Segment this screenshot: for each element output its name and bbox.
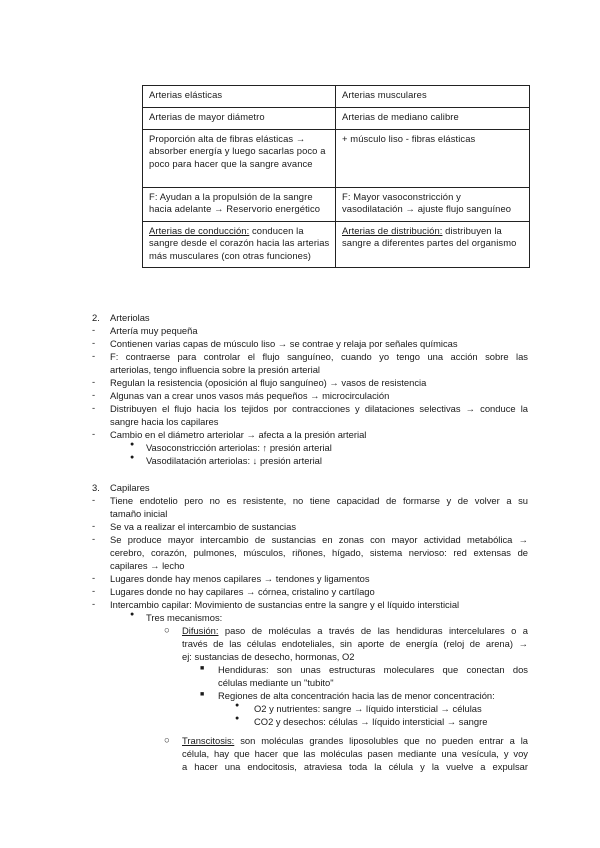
- table-cell: [143, 222, 336, 268]
- list-item-continuation: través de las células endoteliales, sin aporte de energía (reloj de arena) →: [182, 638, 528, 649]
- section-title: Capilares: [110, 482, 150, 493]
- square-bullet: ■: [200, 665, 205, 672]
- dash-bullet: -: [92, 585, 96, 596]
- table-cell: Arterias de mayor diámetro: [143, 108, 336, 130]
- list-item: Algunas van a crear unos vasos más pequeños → microcirculación: [110, 390, 390, 401]
- dash-bullet: -: [92, 520, 96, 531]
- arteries-comparison-table: [142, 85, 530, 268]
- table-cell: [336, 222, 530, 268]
- list-item-continuation: ej: sustancias de desecho, hormonas, O2: [182, 651, 355, 662]
- section-number: 3.: [92, 482, 100, 493]
- dash-bullet: -: [92, 350, 96, 361]
- table-row: [143, 86, 530, 108]
- list-item: Hendiduras: son unas estructuras moleculares que conectan dos: [218, 664, 528, 675]
- distribution-label: Arterias de distribución:: [342, 225, 443, 236]
- dash-bullet: -: [92, 494, 96, 505]
- list-item: Contienen varias capas de músculo liso → se contrae y relaja por señales químicas: [110, 338, 458, 349]
- list-item: Se produce mayor intercambio de sustancias en zonas con mayor actividad metabólica →: [110, 534, 528, 545]
- list-item: Cambio en el diámetro arteriolar → afecta a la presión arterial: [110, 429, 367, 440]
- list-item: Regiones de alta concentración hacia las de menor concentración:: [218, 690, 495, 701]
- table-cell: Proporción alta de fibras elásticas → absorber energía y luego sacarlas poco a poco para hacer que la sangre avance: [143, 130, 336, 188]
- dash-bullet: -: [92, 533, 96, 544]
- sub-list-item: Vasodilatación arteriolas: ↓ presión arterial: [146, 455, 322, 466]
- dot-bullet: ●: [130, 611, 135, 618]
- table-row: [143, 108, 530, 130]
- list-item-continuation: cerebro, corazón, pulmones, músculos, riñones, hígado, sistema nervioso: red extensas de: [110, 547, 528, 558]
- list-item: Distribuyen el flujo hacia los tejidos por contracciones y dilataciones selectivas → conduce la: [110, 403, 528, 414]
- section-number: 2.: [92, 312, 100, 323]
- dot-bullet: ●: [130, 454, 135, 461]
- square-bullet: ■: [200, 691, 205, 698]
- distribution-text: distribuyen la sangre a diferentes partes del organismo: [342, 225, 517, 249]
- conduction-text: conducen la sangre desde el corazón hacia las arterias más musculares (con otras funciones): [149, 225, 330, 261]
- dot-bullet: ●: [235, 702, 240, 709]
- list-item: Se va a realizar el intercambio de sustancias: [110, 521, 297, 532]
- transcytosis-text: son moléculas grandes liposolubles que no pueden entrar a la: [234, 735, 528, 746]
- circle-bullet: ○: [164, 734, 170, 745]
- list-item: F: contraerse para controlar el flujo sanguíneo, cuando yo tengo una acción sobre las: [110, 351, 528, 362]
- dot-bullet: ●: [130, 441, 135, 448]
- dash-bullet: -: [92, 598, 96, 609]
- list-item: CO2 y desechos: células → líquido intersticial → sangre: [254, 716, 488, 727]
- dash-bullet: -: [92, 389, 96, 400]
- sub-sub-list-item: [182, 734, 528, 747]
- table-row: [143, 188, 530, 222]
- list-item-continuation: a hacer una endocitosis, atraviesa toda la célula y la vuelve a expulsar: [182, 761, 528, 772]
- list-item: Regulan la resistencia (oposición al flujo sanguíneo) → vasos de resistencia: [110, 377, 427, 388]
- sub-list-item: Vasoconstricción arteriolas: ↑ presión arterial: [146, 442, 332, 453]
- list-item-continuation: tamaño inicial: [110, 508, 168, 519]
- dot-bullet: ●: [235, 715, 240, 722]
- list-item: Intercambio capilar: Movimiento de sustancias entre la sangre y el líquido intersticial: [110, 599, 460, 610]
- sub-sub-list-item: [182, 624, 528, 637]
- section-title: Arteriolas: [110, 312, 150, 323]
- list-item: Artería muy pequeña: [110, 325, 198, 336]
- table-cell: F: Ayudan a la propulsión de la sangre hacia adelante → Reservorio energético: [143, 188, 336, 222]
- table-row: [143, 222, 530, 268]
- table-header-cell: Arterias musculares: [336, 86, 530, 108]
- table-cell: Arterias de mediano calibre: [336, 108, 530, 130]
- dash-bullet: -: [92, 428, 96, 439]
- list-item-continuation: capilares → lecho: [110, 560, 185, 571]
- dash-bullet: -: [92, 376, 96, 387]
- conduction-label: Arterias de conducción:: [149, 225, 250, 236]
- diffusion-text: paso de moléculas a través de las hendiduras intercelulares o a: [218, 625, 528, 636]
- dash-bullet: -: [92, 572, 96, 583]
- list-item: Lugares donde hay menos capilares → tendones y ligamentos: [110, 573, 370, 584]
- dash-bullet: -: [92, 337, 96, 348]
- list-item-continuation: célula, hay que hacer que las moléculas pasen mediante una vesícula, y voy: [182, 748, 528, 759]
- table-cell: F: Mayor vasoconstricción y vasodilatación → ajuste flujo sanguíneo: [336, 188, 530, 222]
- list-item-continuation: células mediante un "tubito": [218, 677, 334, 688]
- list-item: Tiene endotelio pero no es resistente, no tiene capacidad de formarse y de volver a su: [110, 495, 528, 506]
- transcytosis-label: Transcitosis:: [182, 735, 235, 746]
- diffusion-label: Difusión:: [182, 625, 219, 636]
- list-item: Lugares donde no hay capilares → córnea, cristalino y cartílago: [110, 586, 375, 597]
- list-item: O2 y nutrientes: sangre → líquido intersticial → células: [254, 703, 482, 714]
- table-header-cell: Arterias elásticas: [143, 86, 336, 108]
- table-row: [143, 130, 530, 188]
- circle-bullet: ○: [164, 624, 170, 635]
- sub-list-item: Tres mecanismos:: [146, 612, 223, 623]
- list-item-continuation: sangre hacia los capilares: [110, 416, 219, 427]
- table-cell: + músculo liso - fibras elásticas: [336, 130, 530, 188]
- list-item-continuation: arteriolas, tengo influencia sobre la presión arterial: [110, 364, 321, 375]
- dash-bullet: -: [92, 324, 96, 335]
- dash-bullet: -: [92, 402, 96, 413]
